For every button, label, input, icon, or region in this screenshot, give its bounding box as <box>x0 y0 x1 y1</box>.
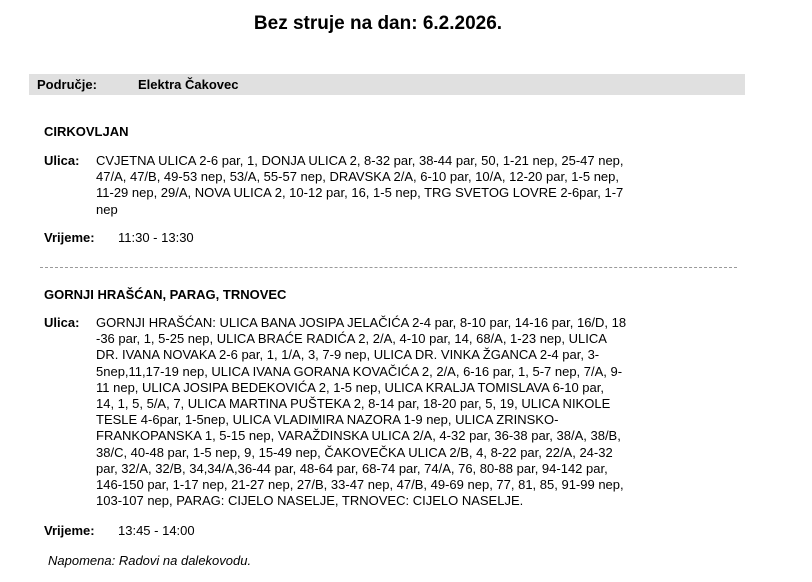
street-line: DR. IVANA NOVAKA 2-6 par, 1, 1/A, 3, 7-9 nep, ULICA DR. VINKA ŽGANCA 2-4 par, 3- <box>96 347 600 363</box>
street-line: 38/C, 40-48 par, 1-5 nep, 9, 15-49 nep, ČAKOVEČKA ULICA 2/B, 4, 8-22 par, 22/A, 24-32 <box>96 444 613 460</box>
street-line: 146-150 par, 1-17 nep, 21-27 nep, 27/B, 33-47 nep, 47/B, 49-69 nep, 77, 81, 85, 91-99 nep, <box>96 477 624 493</box>
time-label: Vrijeme: <box>44 230 95 245</box>
street-line: CVJETNA ULICA 2-6 par, 1, DONJA ULICA 2, 8-32 par, 38-44 par, 50, 1-21 nep, 25-47 nep, <box>96 153 624 168</box>
area-header <box>29 74 745 95</box>
street-line: 47/A, 47/B, 49-53 nep, 53/A, 55-57 nep, DRAVSKA 2/A, 6-10 par, 10/A, 12-20 par, 1-5 nep, <box>96 169 619 185</box>
street-label: Ulica: <box>44 153 80 168</box>
street-line: GORNJI HRAŠĆAN: ULICA BANA JOSIPA JELAČIĆA 2-4 par, 8-10 par, 14-16 par, 16/D, 18 <box>96 315 627 330</box>
street-list <box>96 315 716 509</box>
street-list <box>96 153 716 218</box>
street-line: 14, 1, 5, 5/A, 7, ULICA MARTINA PUŠTEKA 2, 8-14 par, 18-20 par, 5, 19, ULICA NIKOLE <box>96 396 611 412</box>
time-value: 11:30 - 13:30 <box>118 230 194 245</box>
street-line: par, 32/A, 32/B, 34,34/A,36-44 par, 48-64 par, 68-74 par, 74/A, 76, 80-88 par, 94-142 par, <box>96 460 608 476</box>
area-label: Područje: <box>37 77 97 92</box>
street-line: 5nep,11,17-19 nep, ULICA IVANA GORANA KOVAČIĆA 2, 2/A, 6-16 par, 1, 5-7 nep, 7/A, 9- <box>96 363 623 379</box>
street-line: -36 par, 1, 5-25 nep, ULICA BRAĆE RADIĆA 2, 2/A, 4-10 par, 14, 68/A, 1-23 nep, ULICA <box>96 331 607 347</box>
street-line: TESLE 4-6par, 1-5nep, ULICA VLADIMIRA NAZORA 1-9 nep, ULICA ZRINSKO- <box>96 412 559 428</box>
section-divider <box>40 267 737 268</box>
area-value: Elektra Čakovec <box>138 77 239 92</box>
street-line: 103-107 nep, PARAG: CIJELO NASELJE, TRNOVEC: CIJELO NASELJE. <box>96 493 524 509</box>
street-line: FRANKOPANSKA 1, 5-15 nep, VARAŽDINSKA ULICA 2/A, 4-32 par, 36-38 par, 38/A, 38/B, <box>96 428 621 444</box>
time-label: Vrijeme: <box>44 523 95 538</box>
street-line: nep <box>96 201 118 217</box>
street-label: Ulica: <box>44 315 80 330</box>
note-text: Napomena: Radovi na dalekovodu. <box>48 553 252 568</box>
page-title: Bez struje na dan: 6.2.2026. <box>253 13 503 34</box>
location-name: GORNJI HRAŠĆAN, PARAG, TRNOVEC <box>44 287 287 302</box>
street-line: 11 nep, ULICA JOSIPA BEDEKOVIĆA 2, 1-5 nep, ULICA KRALJA TOMISLAVA 6-10 par, <box>96 379 604 395</box>
time-value: 13:45 - 14:00 <box>118 523 195 538</box>
street-line: 11-29 nep, 29/A, NOVA ULICA 2, 10-12 par, 16, 1-5 nep, TRG SVETOG LOVRE 2-6par, 1-7 <box>96 185 624 201</box>
location-name: CIRKOVLJAN <box>44 124 129 139</box>
